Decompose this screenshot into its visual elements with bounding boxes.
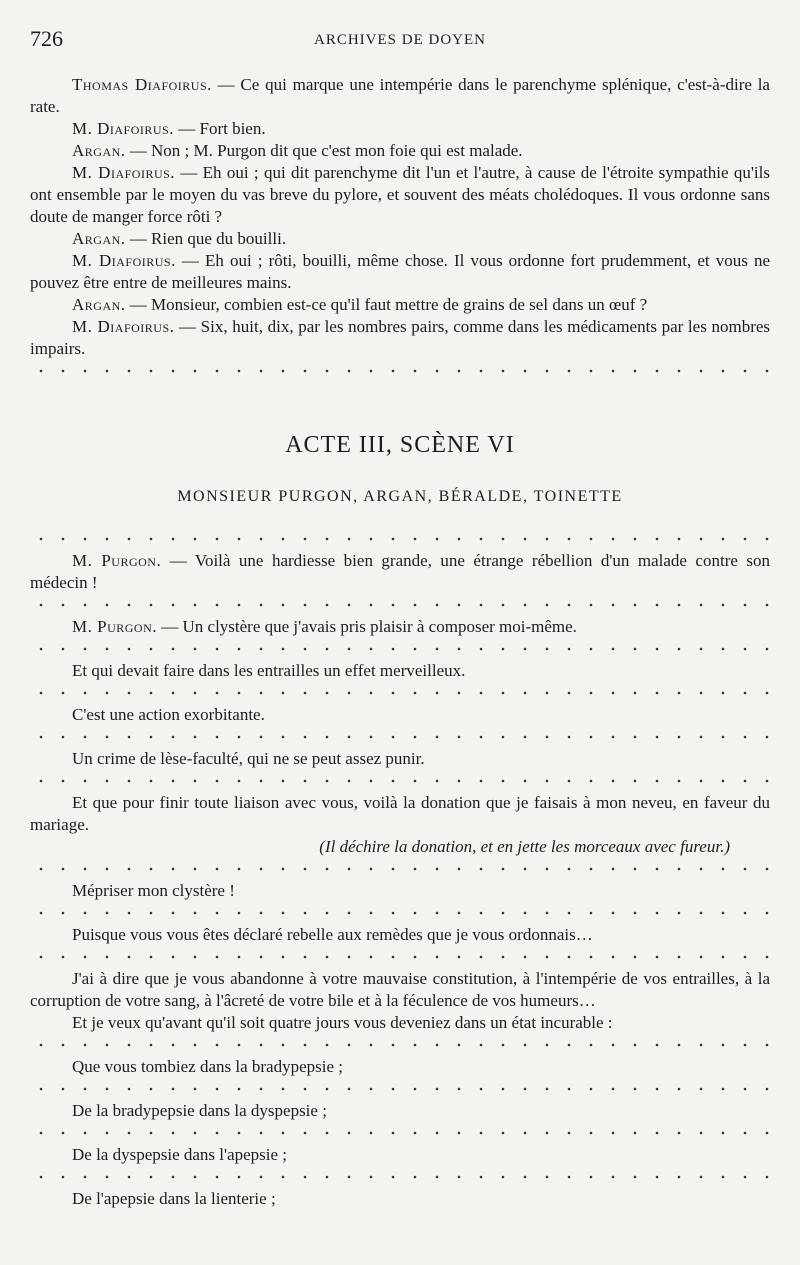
- scene-title: ACTE III, SCÈNE VI: [285, 432, 515, 458]
- ellipsis-separator: [30, 682, 770, 704]
- speaker: M. Diafoirus.: [72, 119, 174, 138]
- speaker: Argan.: [72, 295, 126, 314]
- dialogue-text: — Eh oui ; qui dit parenchyme dit l'un et l'autre, à cause de l'étroite sympathie qu'ils ont ensemble par le moyen du vas breve du pylore, et souvent des méats cholédoques. Il vous ordonne sans doute de manger force rôti ?: [30, 163, 770, 226]
- dialogue-text: — Rien que du bouilli.: [125, 229, 287, 248]
- dialogue-line: J'ai à dire que je vous abandonne à votre mauvaise constitution, à l'intempérie de vos entrailles, à la corruption de votre sang, à l'âcreté de votre bile et à la féculence de vos humeurs…: [30, 969, 770, 1010]
- speaker: M. Purgon.: [72, 551, 162, 570]
- dialogue-line: Puisque vous vous êtes déclaré rebelle aux remèdes que je vous ordonnais…: [72, 925, 593, 944]
- dialogue-line: Et je veux qu'avant qu'il soit quatre jours vous deveniez dans un état incurable :: [72, 1013, 613, 1032]
- ellipsis-separator: [30, 594, 770, 616]
- page-header: [30, 26, 770, 52]
- dialogue-line: De la dyspepsie dans l'apepsie ;: [72, 1145, 288, 1164]
- dialogue-line: C'est une action exorbitante.: [72, 705, 265, 724]
- dialogue-line: [30, 616, 770, 638]
- dialogue-line: [30, 294, 770, 316]
- dialogue-line: [30, 250, 770, 294]
- dialogue-line: [30, 74, 770, 118]
- ellipsis-separator: [30, 528, 770, 550]
- dialogue-line: Un crime de lèse-faculté, qui ne se peut assez punir.: [72, 749, 425, 768]
- dialogue-text: — Non ; M. Purgon dit que c'est mon foie qui est malade.: [125, 141, 523, 160]
- dialogue-text: — Fort bien.: [173, 119, 266, 138]
- speaker: M. Diafoirus.: [72, 317, 175, 336]
- scene-dialogue: [30, 528, 770, 1210]
- ellipsis-separator: [30, 1034, 770, 1056]
- dialogue-line: Mépriser mon clystère !: [72, 881, 235, 900]
- stage-direction: (Il déchire la donation, et en jette les morceaux avec fureur.): [319, 837, 730, 856]
- dialogue-line: [30, 228, 770, 250]
- dialogue-line: [30, 140, 770, 162]
- dialogue-line: [30, 316, 770, 360]
- dialogue-text: — Monsieur, combien est-ce qu'il faut mettre de grains de sel dans un œuf ?: [125, 295, 648, 314]
- dialogue-line: [30, 550, 770, 594]
- ellipsis-separator: [30, 638, 770, 660]
- ellipsis-separator: [30, 858, 770, 880]
- speaker: Argan.: [72, 141, 126, 160]
- ellipsis-separator: [30, 726, 770, 748]
- scene-persons: MONSIEUR PURGON, ARGAN, BÉRALDE, TOINETTE: [177, 488, 623, 505]
- dialogue-line: [30, 118, 770, 140]
- dialogue-text: — Voilà une hardiesse bien grande, une étrange rébellion d'un malade contre son médecin !: [30, 551, 770, 592]
- page-number: 726: [30, 26, 63, 51]
- dialogue-line: Que vous tombiez dans la bradypepsie ;: [72, 1057, 343, 1076]
- dialogue-line: De l'apepsie dans la lienterie ;: [72, 1189, 276, 1208]
- running-title: ARCHIVES DE DOYEN: [314, 32, 486, 48]
- speaker: M. Diafoirus.: [72, 251, 176, 270]
- dialogue-text: — Eh oui ; rôti, bouilli, même chose. Il vous ordonne fort prudemment, et vous ne pouvez être entre de meilleures mains.: [30, 251, 770, 292]
- ellipsis-separator: [30, 1078, 770, 1100]
- ellipsis-separator: [30, 770, 770, 792]
- ellipsis-separator: [30, 362, 770, 380]
- ellipsis-separator: [30, 1122, 770, 1144]
- speaker: M. Diafoirus.: [72, 163, 176, 182]
- speaker: M. Purgon.: [72, 617, 157, 636]
- dialogue-line: [30, 162, 770, 228]
- dialogue-line: Et qui devait faire dans les entrailles un effet merveilleux.: [72, 661, 466, 680]
- ellipsis-separator: [30, 902, 770, 924]
- dialogue-text: — Un clystère que j'avais pris plaisir à composer moi-même.: [157, 617, 577, 636]
- top-dialogue: [30, 74, 770, 382]
- speaker: Argan.: [72, 229, 126, 248]
- ellipsis-separator: [30, 946, 770, 968]
- dialogue-text: — Ce qui marque une intempérie dans le parenchyme splénique, c'est-à-dire la rate.: [30, 75, 770, 116]
- speaker: Thomas Diafoirus.: [72, 75, 212, 94]
- dialogue-line: Et que pour finir toute liaison avec vous, voilà la donation que je faisais à mon neveu, en faveur du mariage.: [30, 793, 770, 834]
- dialogue-text: — Six, huit, dix, par les nombres pairs, comme dans les médicaments par les nombres impairs.: [30, 317, 771, 358]
- dialogue-line: De la bradypepsie dans la dyspepsie ;: [72, 1101, 327, 1120]
- ellipsis-separator: [30, 1166, 770, 1188]
